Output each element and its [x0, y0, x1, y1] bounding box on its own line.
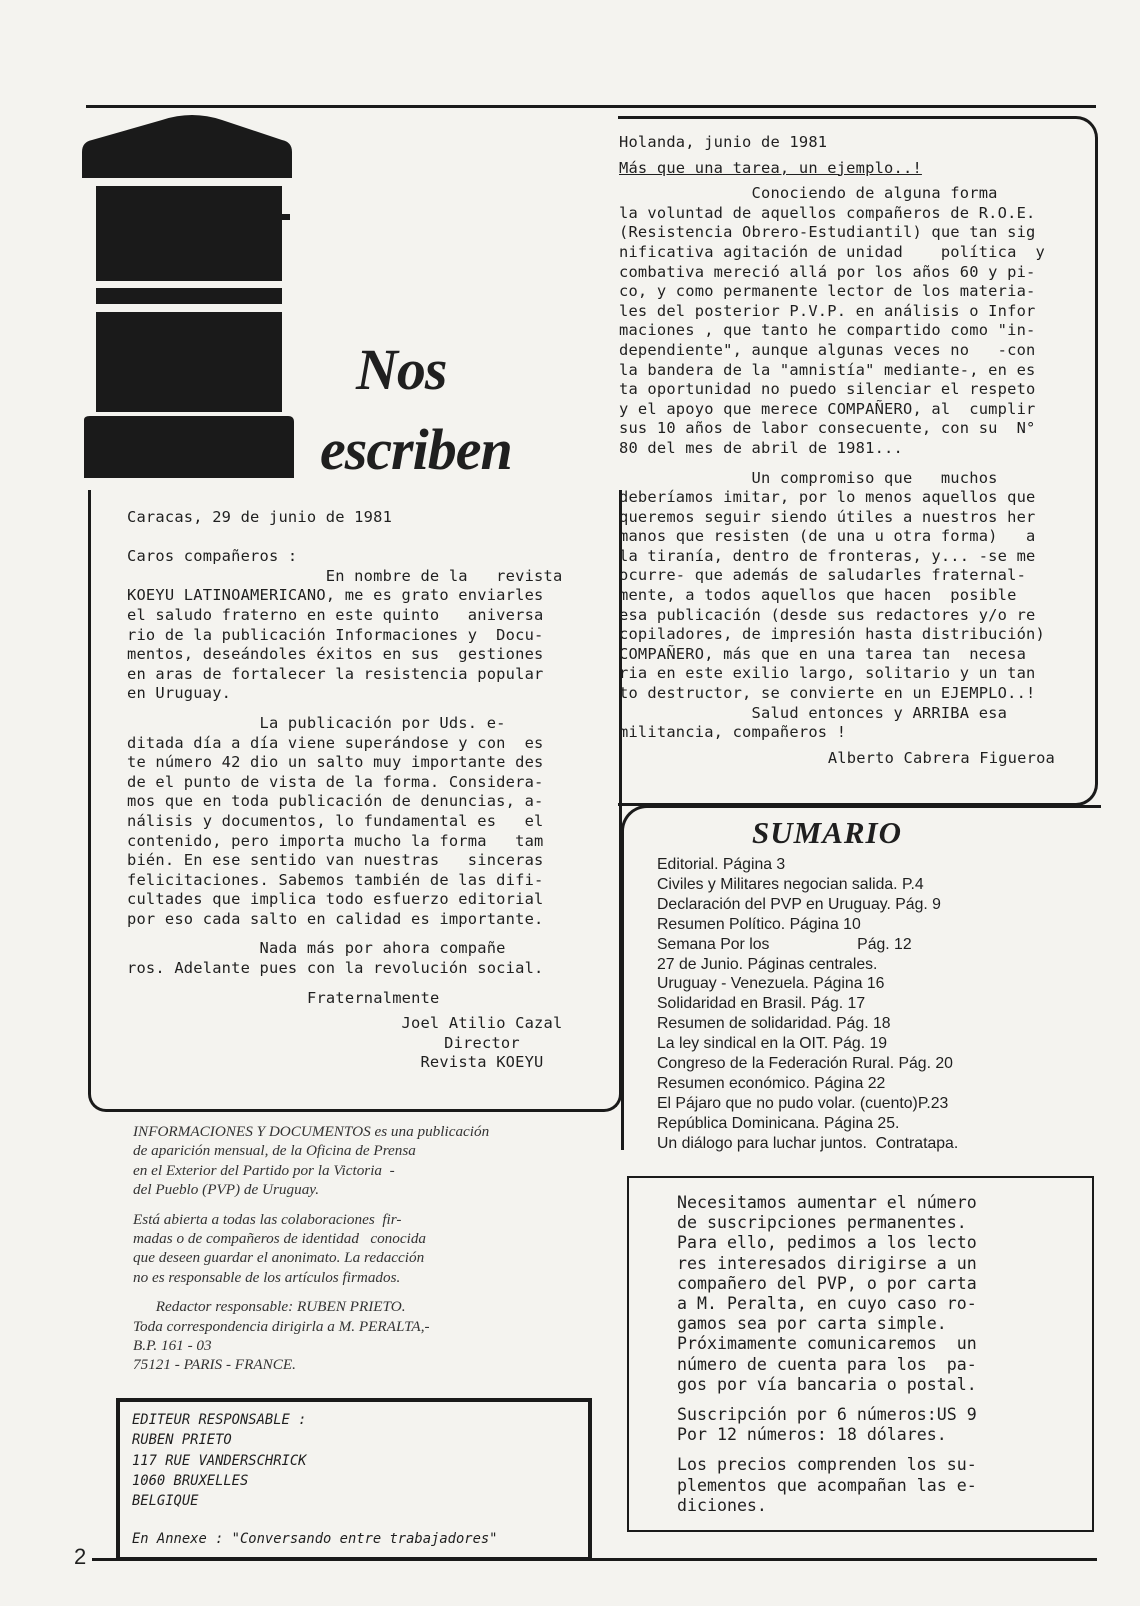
signature-org: Revista KOEYU: [420, 1053, 544, 1072]
sumario-item[interactable]: El Pájaro que no pudo volar. (cuento)P.23: [657, 1094, 949, 1112]
sumario-item[interactable]: Resumen económico. Página 22: [657, 1074, 886, 1092]
subs-line: Próximamente comunicaremos un: [677, 1334, 977, 1354]
letter-line: en aras de fortalecer la resistencia popular: [127, 664, 544, 683]
publication-imprint: [133, 1122, 603, 1375]
editeur-block: [132, 1410, 582, 1550]
subs-line: número de cuenta para los pa-: [677, 1354, 977, 1374]
subs-line: plementos que acompañan las e-: [677, 1475, 977, 1495]
editeur-line: RUBEN PRIETO: [132, 1432, 232, 1449]
letter-line: COMPAÑERO, más que en una tarea tan necesa: [619, 644, 1027, 663]
imprint-line: no es responsable de los artículos firmados.: [133, 1268, 401, 1286]
letter-line: queremos seguir siendo útiles a nuestros her: [619, 507, 1036, 526]
subs-line: res interesados dirigirse a un: [677, 1253, 977, 1273]
letter-line: en Uruguay.: [127, 684, 232, 703]
letter-line: ocurre- que además de saludarles fraternal-: [619, 566, 1027, 585]
sumario-item[interactable]: Uruguay - Venezuela. Página 16: [657, 975, 885, 993]
letter-line: nificativa agitación de unidad política y: [619, 242, 1045, 261]
imprint-line: INFORMACIONES Y DOCUMENTOS es una publicación: [133, 1123, 490, 1140]
letter-line: En nombre de la revista: [127, 566, 563, 585]
sumario-title: SUMARIO: [752, 815, 902, 850]
sumario-item[interactable]: Civiles y Militares negocian salida. P.4: [657, 875, 924, 893]
sumario-item[interactable]: Resumen de solidaridad. Pág. 18: [657, 1015, 891, 1033]
letter-line: La publicación por Uds. e-: [127, 713, 506, 732]
letter-line: esa publicación (desde sus redactores y/o re: [619, 605, 1036, 624]
imprint-line: de aparición mensual, de la Oficina de Prensa: [133, 1142, 416, 1160]
letter-closing: Fraternalmente: [307, 988, 440, 1007]
letter-line: sus 10 años de labor consecuente, con su N°: [619, 419, 1036, 438]
subs-line: compañero del PVP, o por carta: [677, 1273, 977, 1293]
letter-holanda: [619, 133, 1069, 768]
letter-line: KOEYU LATINOAMERICANO, me es grato enviarles: [127, 586, 544, 605]
letter-line: felicitaciones. Sabemos también de las difi-: [127, 870, 544, 889]
letter-line: de el punto de vista de la forma. Considera-: [127, 772, 544, 791]
subscriptions-notice: [677, 1193, 1077, 1516]
subs-line: gos por vía bancaria o postal.: [677, 1374, 977, 1394]
letter-place-date: Holanda, junio de 1981: [619, 133, 828, 151]
letter-line: Nada más por ahora compañe: [127, 939, 506, 958]
letter-line: 80 del mes de abril de 1981...: [619, 438, 903, 457]
letter-line: deberíamos imitar, por lo menos aquellos que: [619, 488, 1036, 507]
imprint-line: del Pueblo (PVP) de Uruguay.: [133, 1181, 319, 1199]
editeur-annexe: En Annexe : "Conversando entre trabajadores": [132, 1531, 498, 1548]
sumario-item[interactable]: Semana Por los Pág. 12: [657, 935, 912, 953]
sumario-item[interactable]: Declaración del PVP en Uruguay. Pág. 9: [657, 895, 941, 913]
letter-line: ria en este exilio largo, solitario y un tan: [619, 664, 1036, 683]
letter-line: dependiente", aunque algunas veces no -con: [619, 340, 1036, 359]
subs-line: de suscripciones permanentes.: [677, 1213, 967, 1233]
letter-line: copiladores, de impresión hasta distribución): [619, 625, 1045, 644]
imprint-line: Toda correspondencia dirigirla a M. PERALTA,-: [133, 1317, 430, 1335]
letter-line: militancia, compañeros !: [619, 723, 847, 742]
letter-line: Conociendo de alguna forma: [619, 184, 998, 203]
imprint-line: madas o de compañeros de identidad conocida: [133, 1230, 427, 1248]
letter-line: les del posterior P.V.P. en análisis o Infor: [619, 301, 1036, 320]
imprint-line: B.P. 161 - 03: [133, 1337, 212, 1355]
sumario-item[interactable]: Resumen Político. Página 10: [657, 915, 861, 933]
letter-line: (Resistencia Obrero-Estudiantil) que tan sig: [619, 223, 1036, 242]
sumario-item[interactable]: Solidaridad en Brasil. Pág. 17: [657, 995, 866, 1013]
sumario-list: [657, 855, 1097, 1154]
editeur-line: BELGIQUE: [132, 1493, 199, 1510]
sumario-item[interactable]: Editorial. Página 3: [657, 856, 786, 873]
letter-line: te número 42 dio un salto muy importante des: [127, 753, 544, 772]
letter-signature: [127, 1014, 567, 1073]
subs-line: Para ello, pedimos a los lecto: [677, 1233, 977, 1253]
letter-line: co, y como permanente lector de los materia-: [619, 282, 1036, 301]
letter-line: por eso cada salto en calidad es importante.: [127, 909, 544, 928]
sumario-item[interactable]: República Dominicana. Página 25.: [657, 1114, 900, 1132]
sumario-item[interactable]: 27 de Junio. Páginas centrales.: [657, 955, 878, 973]
signature-name: Joel Atilio Cazal: [401, 1014, 563, 1033]
letter-line: Caros compañeros :: [127, 547, 298, 566]
letter-line: la bandera de la "amnistía" mediante-, en es: [619, 360, 1036, 379]
letter-line: contenido, pero importa mucho la forma tam: [127, 831, 544, 850]
letter-line: combativa mereció allá por los años 60 y pi-: [619, 262, 1036, 281]
sumario-item[interactable]: Un diálogo para luchar juntos. Contratapa.: [657, 1134, 959, 1152]
letter-line: mente, a todos aquellos que hacen posible: [619, 586, 1017, 605]
subs-line: a M. Peralta, en cuyo caso ro-: [677, 1294, 977, 1314]
sumario-item[interactable]: La ley sindical en la OIT. Pág. 19: [657, 1035, 888, 1053]
imprint-line: 75121 - PARIS - FRANCE.: [133, 1356, 296, 1374]
letter-signature: Alberto Cabrera Figueroa: [827, 748, 1055, 767]
letter-line: ros. Adelante pues con la revolución social.: [127, 959, 544, 978]
letter-line: mos que en toda publicación de denuncias, a-: [127, 792, 544, 811]
subs-line: Necesitamos aumentar el número: [677, 1193, 977, 1212]
letter-line: bién. En ese sentido van nuestras sinceras: [127, 851, 544, 870]
editeur-line: 1060 BRUXELLES: [132, 1472, 249, 1489]
mailbox-illustration: [82, 112, 302, 492]
letter-line: la voluntad de aquellos compañeros de R.O.E.: [619, 203, 1036, 222]
sumario-item[interactable]: Congreso de la Federación Rural. Pág. 20: [657, 1055, 953, 1073]
letter-line: nálisis y documentos, lo fundamental es el: [127, 811, 544, 830]
subs-price-line: Por 12 números: 18 dólares.: [677, 1425, 947, 1445]
letter-line: mentos, deseándoles éxitos en sus gestiones: [127, 645, 544, 664]
imprint-line: que deseen guardar el anonimato. La redacción: [133, 1249, 425, 1267]
page-number: 2: [74, 1544, 87, 1569]
imprint-line: Está abierta a todas las colaboraciones fir-: [133, 1210, 402, 1228]
letter-line: el saludo fraterno en este quinto aniversa: [127, 605, 544, 624]
letter-line: maciones , que tanto he compartido como "in-: [619, 321, 1036, 340]
letter-line: [127, 528, 587, 548]
letter-line: y el apoyo que merece COMPAÑERO, al cumplir: [619, 399, 1036, 418]
subs-line: gamos sea por carta simple.: [677, 1314, 947, 1334]
imprint-line: en el Exterior del Partido por la Victoria -: [133, 1161, 395, 1179]
letter-line: Caracas, 29 de junio de 1981: [127, 508, 393, 526]
letter-caracas: [127, 508, 587, 1073]
imprint-line: Redactor responsable: RUBEN PRIETO.: [133, 1298, 406, 1316]
letter-line: ditada día a día viene superándose y con es: [127, 733, 544, 752]
subs-price-line: Suscripción por 6 números:US 9: [677, 1405, 977, 1425]
letter-line: Un compromiso que muchos: [619, 468, 998, 487]
letter-line: manos que resisten (de una u otra forma) a: [619, 527, 1036, 546]
editeur-line: 117 RUE VANDERSCHRICK: [132, 1452, 307, 1469]
signature-title: Director: [444, 1033, 520, 1052]
letter-subtitle: Más que una tarea, un ejemplo..!: [619, 158, 922, 177]
letter-line: la tiranía, dentro de fronteras, y... -se me: [619, 546, 1036, 565]
heading-line-2: escriben: [320, 417, 512, 482]
editeur-line: EDITEUR RESPONSABLE :: [132, 1412, 307, 1428]
subs-line: Los precios comprenden los su-: [677, 1455, 977, 1475]
letter-line: to destructor, se convierte en un EJEMPLO..!: [619, 684, 1036, 703]
section-heading: [320, 330, 520, 490]
top-rule: [86, 105, 1096, 108]
letter-line: rio de la publicación Informaciones y Docu-: [127, 625, 544, 644]
heading-line-1: Nos: [356, 337, 447, 402]
letter-line: Salud entonces y ARRIBA esa: [619, 703, 1008, 722]
letter-line: cultades que implica todo esfuerzo editorial: [127, 890, 544, 909]
letter-line: ta oportunidad no puedo silenciar el respeto: [619, 380, 1036, 399]
subs-line: diciones.: [677, 1495, 767, 1515]
